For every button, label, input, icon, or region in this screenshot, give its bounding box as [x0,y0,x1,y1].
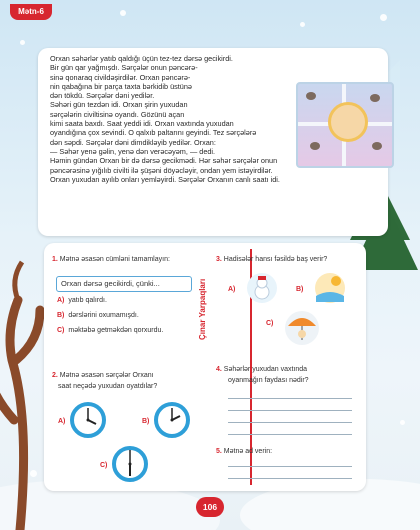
winter-scene-icon[interactable] [244,272,280,304]
story-line: — Səhər yenə gəlin, yenə dən verəcəyəm, — dedi. [50,146,216,156]
question-3: 3. Hadisələr hansı fəsildə baş verir? [216,256,328,263]
q2-label-a: A) [58,418,66,425]
story-line: sinə qonaraq civildəşirdilər. Orxan pəncərə- [50,72,191,82]
story-line: Orxan yuxudan ayılıb onları yemləyirdi. Sərçələr Orxanın canlı saatı idi. [50,174,280,184]
page-number: 106 [196,497,224,517]
q3-label-a: A) [228,286,236,293]
clock-icon[interactable] [70,402,106,438]
story-line: oyandığına çox sevindi. O qalxıb paltarını geyindi. Tez sərçələrə [50,128,257,138]
q1-option-c[interactable]: C) məktəbə getməkdən qorxurdu. [57,327,164,334]
story-line: dən tökdü. Sərçələr dəni yedilər. [50,91,155,101]
autumn-scene-icon[interactable] [282,310,322,346]
answer-line[interactable] [228,398,352,399]
clock-icon[interactable] [112,446,148,482]
side-label: Çınar Yarpaqları [198,278,207,340]
clock-icon[interactable] [154,402,190,438]
q2-label-b: B) [142,418,150,425]
q1-answer-field[interactable]: Orxan dərsə gecikirdi, çünki... [56,276,192,292]
question-2-line2: saat neçədə yuxudan oyatdılar? [58,383,158,390]
q2-label-c: C) [100,462,108,469]
answer-line[interactable] [228,410,352,411]
question-1 [52,256,170,263]
story-line: pəncərəsinə yığılıb civilti ilə şüşəni döyəcləyir, ondan yem istəyirdilər. [50,165,273,175]
story-line: kimi saata baxdı. Saat yeddi idi. Orxan vaxtında yuxudan [50,119,234,129]
q1-option-a[interactable]: A) yatıb qalırdı. [57,297,107,304]
answer-line[interactable] [228,422,352,423]
story-line: Səhəri gün tezdən idi. Orxan şirin yuxudan [50,100,188,110]
story-card [38,48,388,236]
story-line: Bir gün qar yağmışdı. Sərçələr onun pəncərə- [50,63,198,73]
story-line: sərçələrin civiltisinə oyandı. Gözünü açan [50,109,185,119]
story-line: Orxan səhərlər yatıb qaldığı üçün tez-tez dərsə gecikirdi. [50,54,233,63]
answer-line[interactable] [228,466,352,467]
question-number: 1. [52,256,58,263]
window-illustration [296,82,394,168]
story-line: Həmin gündən Orxan bir də dərsə gecikmədi. Hər səhər sərçələr onun [50,156,278,166]
q1-option-b[interactable]: B) dərslərini oxumamışdı. [57,312,139,319]
story-line: nin qabağına bir parça taxta bərkidib üstünə [50,81,192,91]
question-4-line2: oyanmağın faydası nədir? [228,377,309,384]
question-5: 5. Mətnə ad verin: [216,448,273,455]
answer-line[interactable] [228,478,352,479]
question-4: 4. Səhərlər yuxudan vaxtında [216,366,308,373]
q3-label-c: C) [266,320,274,327]
page-tag: Mətn-6 [10,4,52,20]
summer-scene-icon[interactable] [312,272,348,304]
q3-label-b: B) [296,286,304,293]
question-text: Mətnə əsasən cümləni tamamlayın: [59,256,170,263]
story-line: dən səpdi. Sərçələr dəni dimdikləyib yedilər. Orxan: [50,137,216,147]
answer-line[interactable] [228,434,352,435]
question-2: 2. Mətnə əsasən sərçələr Orxanı [52,372,154,379]
